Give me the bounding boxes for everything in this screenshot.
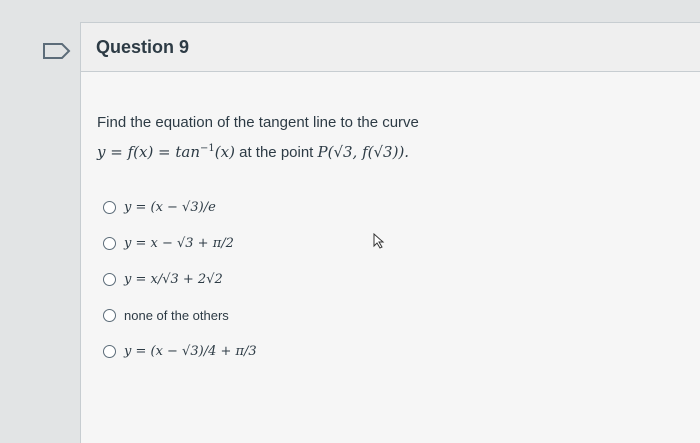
answer-label: y = (x − √3)/4 + π/3 [124,343,257,359]
question-header [81,23,700,72]
question-body [81,72,700,369]
radio-button[interactable] [103,237,116,250]
answer-label: y = x − √3 + π/2 [124,235,234,251]
question-card [80,22,700,443]
radio-button[interactable] [103,345,116,358]
answer-option-4[interactable] [97,297,700,333]
question-text: Find the equation of the tangent line to the curve [97,114,419,131]
answer-option-5[interactable] [97,333,700,369]
answer-label: none of the others [124,307,229,323]
answer-option-1[interactable] [97,189,700,225]
answer-label: y = x/√3 + 2√2 [124,271,223,287]
radio-button[interactable] [103,309,116,322]
mouse-pointer-icon [372,233,388,249]
question-title: Question 9 [96,36,190,57]
answer-option-2[interactable] [97,225,700,261]
point-expression: P(√3, f(√3)). [317,143,410,161]
radio-button[interactable] [103,201,116,214]
radio-button[interactable] [103,273,116,286]
question-text-mid: at the point [234,144,318,161]
answer-label: y = (x − √3)/e [124,199,216,215]
answer-list [97,189,700,369]
flag-icon[interactable] [42,42,72,60]
answer-option-3[interactable] [97,261,700,297]
question-formula [97,143,700,161]
curve-equation: $y = f(x) = \tan^{-1}(x)$ [97,143,235,161]
